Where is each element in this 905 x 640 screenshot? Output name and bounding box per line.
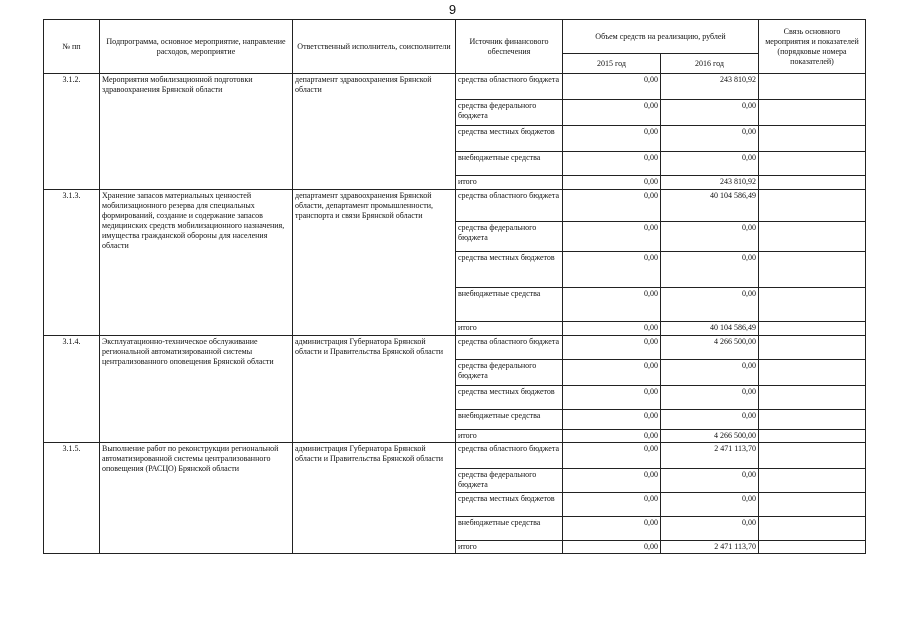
indicator-link xyxy=(759,360,866,386)
amount-2015: 0,00 xyxy=(563,322,661,336)
header-volume: Объем средств на реализацию, рублей xyxy=(563,20,759,54)
funding-source: средства федерального бюджета xyxy=(456,100,563,126)
budget-table xyxy=(43,19,866,554)
amount-2015: 0,00 xyxy=(563,336,661,360)
indicator-link xyxy=(759,222,866,252)
amount-2015: 0,00 xyxy=(563,152,661,176)
funding-source: внебюджетные средства xyxy=(456,152,563,176)
funding-source: средства федерального бюджета xyxy=(456,469,563,493)
amount-2015: 0,00 xyxy=(563,517,661,541)
amount-2015: 0,00 xyxy=(563,74,661,100)
indicator-link xyxy=(759,430,866,443)
amount-2015: 0,00 xyxy=(563,443,661,469)
indicator-link xyxy=(759,322,866,336)
amount-2015: 0,00 xyxy=(563,176,661,190)
funding-source: средства местных бюджетов xyxy=(456,252,563,288)
indicator-link xyxy=(759,517,866,541)
item-executor: департамент здравоохранения Брянской области, департамент промышленности, транспорта и связи Брянской области xyxy=(293,190,456,336)
funding-source: внебюджетные средства xyxy=(456,517,563,541)
funding-source: средства областного бюджета xyxy=(456,74,563,100)
table-row xyxy=(44,74,866,100)
amount-2016: 4 266 500,00 xyxy=(661,430,759,443)
header-2016: 2016 год xyxy=(661,54,759,74)
indicator-link xyxy=(759,152,866,176)
funding-source: итого xyxy=(456,430,563,443)
amount-2015: 0,00 xyxy=(563,288,661,322)
item-program: Выполнение работ по реконструкции региональной автоматизированной системы централизованного оповещения (РАСЦО) Брянской области xyxy=(100,443,293,554)
amount-2015: 0,00 xyxy=(563,493,661,517)
amount-2015: 0,00 xyxy=(563,430,661,443)
amount-2015: 0,00 xyxy=(563,386,661,410)
header-program: Подпрограмма, основное мероприятие, направление расходов, мероприятие xyxy=(100,20,293,74)
amount-2015: 0,00 xyxy=(563,469,661,493)
amount-2016: 0,00 xyxy=(661,469,759,493)
amount-2015: 0,00 xyxy=(563,360,661,386)
item-number: 3.1.4. xyxy=(44,336,100,443)
indicator-link xyxy=(759,252,866,288)
item-number: 3.1.5. xyxy=(44,443,100,554)
amount-2016: 40 104 586,49 xyxy=(661,190,759,222)
amount-2016: 2 471 113,70 xyxy=(661,443,759,469)
table-row xyxy=(44,190,866,222)
header-num: № пп xyxy=(44,20,100,74)
amount-2016: 40 104 586,49 xyxy=(661,322,759,336)
indicator-link xyxy=(759,190,866,222)
amount-2016: 243 810,92 xyxy=(661,176,759,190)
funding-source: средства местных бюджетов xyxy=(456,386,563,410)
amount-2016: 4 266 500,00 xyxy=(661,336,759,360)
page-number: 9 xyxy=(448,2,457,17)
funding-source: средства областного бюджета xyxy=(456,190,563,222)
item-program: Эксплуатационно-техническое обслуживание региональной автоматизированной системы централизованного оповещения Брянской области xyxy=(100,336,293,443)
indicator-link xyxy=(759,410,866,430)
header-executor: Ответственный исполнитель, соисполнители xyxy=(293,20,456,74)
funding-source: внебюджетные средства xyxy=(456,288,563,322)
item-number: 3.1.2. xyxy=(44,74,100,190)
table-row xyxy=(44,336,866,360)
funding-source: итого xyxy=(456,176,563,190)
funding-source: средства областного бюджета xyxy=(456,336,563,360)
indicator-link xyxy=(759,336,866,360)
amount-2016: 0,00 xyxy=(661,152,759,176)
indicator-link xyxy=(759,469,866,493)
indicator-link xyxy=(759,100,866,126)
item-number: 3.1.3. xyxy=(44,190,100,336)
funding-source: итого xyxy=(456,541,563,554)
funding-source: средства областного бюджета xyxy=(456,443,563,469)
amount-2016: 0,00 xyxy=(661,288,759,322)
amount-2015: 0,00 xyxy=(563,190,661,222)
amount-2016: 0,00 xyxy=(661,410,759,430)
indicator-link xyxy=(759,493,866,517)
funding-source: внебюджетные средства xyxy=(456,410,563,430)
funding-source: итого xyxy=(456,322,563,336)
item-program: Мероприятия мобилизационной подготовки здравоохранения Брянской области xyxy=(100,74,293,190)
amount-2016: 0,00 xyxy=(661,126,759,152)
funding-source: средства местных бюджетов xyxy=(456,126,563,152)
amount-2016: 0,00 xyxy=(661,222,759,252)
amount-2015: 0,00 xyxy=(563,100,661,126)
amount-2015: 0,00 xyxy=(563,126,661,152)
amount-2015: 0,00 xyxy=(563,410,661,430)
indicator-link xyxy=(759,386,866,410)
amount-2016: 0,00 xyxy=(661,493,759,517)
funding-source: средства федерального бюджета xyxy=(456,360,563,386)
indicator-link xyxy=(759,176,866,190)
indicator-link xyxy=(759,443,866,469)
amount-2015: 0,00 xyxy=(563,541,661,554)
amount-2016: 0,00 xyxy=(661,252,759,288)
item-executor: администрация Губернатора Брянской области и Правительства Брянской области xyxy=(293,443,456,554)
amount-2016: 0,00 xyxy=(661,100,759,126)
amount-2016: 2 471 113,70 xyxy=(661,541,759,554)
table-row xyxy=(44,443,866,469)
funding-source: средства местных бюджетов xyxy=(456,493,563,517)
amount-2015: 0,00 xyxy=(563,222,661,252)
amount-2016: 0,00 xyxy=(661,386,759,410)
indicator-link xyxy=(759,74,866,100)
indicator-link xyxy=(759,541,866,554)
amount-2015: 0,00 xyxy=(563,252,661,288)
header-link: Связь основного мероприятия и показателей (порядковые номера показателей) xyxy=(759,20,866,74)
amount-2016: 0,00 xyxy=(661,360,759,386)
indicator-link xyxy=(759,126,866,152)
header-2015: 2015 год xyxy=(563,54,661,74)
item-executor: департамент здравоохранения Брянской области xyxy=(293,74,456,190)
item-executor: администрация Губернатора Брянской области и Правительства Брянской области xyxy=(293,336,456,443)
item-program: Хранение запасов материальных ценностей мобилизационного резерва для специальных формирований, создание и содержание запасов медицинских средств мобилизационного назначения, имущества гражданской обороны для населения области xyxy=(100,190,293,336)
header-source: Источник финансового обеспечения xyxy=(456,20,563,74)
indicator-link xyxy=(759,288,866,322)
amount-2016: 0,00 xyxy=(661,517,759,541)
funding-source: средства федерального бюджета xyxy=(456,222,563,252)
amount-2016: 243 810,92 xyxy=(661,74,759,100)
